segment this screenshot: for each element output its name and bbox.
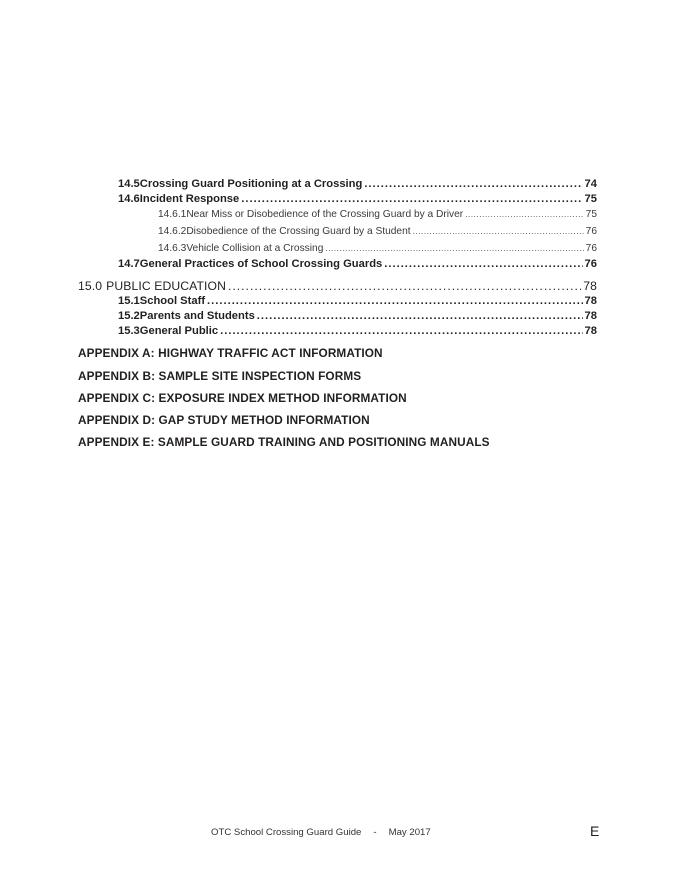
footer-date: May 2017	[388, 827, 431, 838]
toc-entry-number: 14.6	[118, 193, 140, 205]
toc-entry-page: 75	[585, 209, 597, 220]
toc-appendix-b[interactable]: APPENDIX B: SAMPLE SITE INSPECTION FORMS	[78, 369, 362, 383]
toc-entry-page: 78	[584, 325, 597, 337]
toc-entry-page: 76	[584, 258, 597, 270]
toc-entry-title: Crossing Guard Positioning at a Crossing	[139, 178, 363, 190]
toc-appendix-e[interactable]: APPENDIX E: SAMPLE GUARD TRAINING AND POSITIONING MANUALS	[78, 435, 490, 449]
toc-entry-14-6-2[interactable]	[158, 227, 597, 237]
footer-document-title: OTC School Crossing Guard Guide	[211, 827, 362, 838]
toc-entry-title: Near Miss or Disobedience of the Crossing Guard by a Driver	[186, 209, 464, 220]
toc-dot-leader	[228, 280, 581, 292]
toc-entry-number: 15.1	[118, 295, 140, 307]
toc-appendix-a[interactable]: APPENDIX A: HIGHWAY TRAFFIC ACT INFORMATION	[78, 346, 383, 360]
toc-entry-number: 14.6.3	[158, 243, 187, 254]
toc-entry-15-0[interactable]	[78, 280, 597, 292]
toc-dot-leader	[257, 311, 583, 322]
toc-entry-title: Parents and Students	[139, 310, 255, 322]
toc-entry-14-6-1[interactable]	[158, 210, 597, 220]
toc-entry-14-6-3[interactable]	[158, 244, 597, 254]
toc-entry-14-7[interactable]	[118, 259, 597, 270]
toc-entry-number: 14.5	[118, 178, 140, 190]
toc-dot-leader	[241, 194, 582, 205]
toc-dot-leader	[413, 228, 584, 236]
toc-entry-14-6[interactable]	[118, 194, 597, 205]
toc-entry-page: 76	[585, 243, 597, 254]
toc-entry-title: Vehicle Collision at a Crossing	[186, 243, 324, 254]
toc-entry-title: School Staff	[139, 295, 206, 307]
toc-entry-page: 78	[584, 310, 597, 322]
toc-entry-number: 15.0	[78, 279, 103, 293]
toc-entry-page: 74	[584, 178, 597, 190]
toc-dot-leader	[364, 179, 582, 190]
toc-entry-number: 15.2	[118, 310, 140, 322]
toc-entry-15-2[interactable]	[118, 311, 597, 322]
toc-entry-title: General Public	[139, 325, 219, 337]
toc-entry-page: 76	[585, 226, 597, 237]
toc-entry-title: PUBLIC EDUCATION	[106, 279, 227, 293]
toc-entry-number: 14.6.1	[158, 209, 187, 220]
toc-entry-number: 15.3	[118, 325, 140, 337]
toc-entry-15-3[interactable]	[118, 326, 597, 337]
toc-entry-number: 14.7	[118, 258, 140, 270]
toc-entry-14-5[interactable]	[118, 179, 597, 190]
toc-dot-leader	[325, 245, 583, 253]
toc-entry-page: 78	[584, 295, 597, 307]
toc-dot-leader	[220, 326, 582, 337]
toc-appendix-d[interactable]: APPENDIX D: GAP STUDY METHOD INFORMATION	[78, 413, 370, 427]
toc-entry-15-1[interactable]	[118, 296, 597, 307]
toc-appendix-c[interactable]: APPENDIX C: EXPOSURE INDEX METHOD INFORMATION	[78, 391, 407, 405]
toc-entry-page: 78	[583, 279, 597, 293]
toc-dot-leader	[207, 296, 583, 307]
toc-dot-leader	[465, 211, 583, 219]
footer-separator: -	[373, 827, 377, 838]
toc-entry-page: 75	[584, 193, 597, 205]
toc-entry-title: General Practices of School Crossing Guards	[139, 258, 383, 270]
toc-dot-leader	[384, 259, 582, 270]
page-number: E	[590, 823, 600, 839]
toc-entry-title: Incident Response	[139, 193, 240, 205]
toc-entry-title: Disobedience of the Crossing Guard by a Student	[186, 226, 411, 237]
page-footer	[211, 827, 431, 838]
toc-entry-number: 14.6.2	[158, 226, 187, 237]
